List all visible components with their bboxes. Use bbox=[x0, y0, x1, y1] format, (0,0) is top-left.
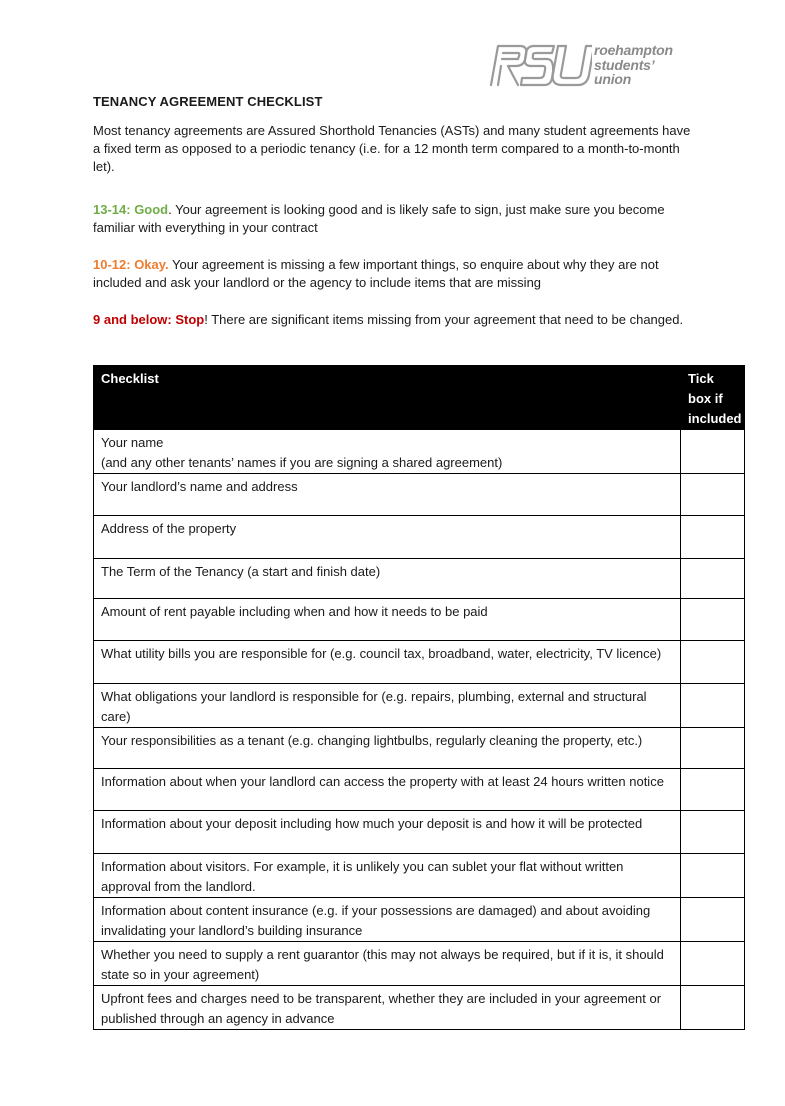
table-row bbox=[94, 811, 745, 854]
tick-box[interactable] bbox=[681, 728, 745, 769]
tick-box[interactable] bbox=[681, 811, 745, 854]
table-row bbox=[94, 684, 745, 728]
rating-okay-label: 10-12: Okay. bbox=[93, 257, 169, 272]
checklist-item bbox=[94, 728, 681, 769]
checklist-item bbox=[94, 641, 681, 684]
checklist-item-text: Information about visitors. For example, it is unlikely you can sublet your flat without written approval from the landlord. bbox=[101, 859, 624, 894]
checklist-item bbox=[94, 986, 681, 1030]
table-row bbox=[94, 474, 745, 516]
checklist-item bbox=[94, 769, 681, 811]
table-row bbox=[94, 854, 745, 898]
tick-box[interactable] bbox=[681, 599, 745, 641]
logo-line-1: roehampton bbox=[594, 42, 673, 58]
checklist-item-text: Address of the property bbox=[101, 521, 237, 536]
table-row bbox=[94, 769, 745, 811]
logo-line-2: students’ bbox=[594, 56, 655, 73]
tick-box[interactable] bbox=[681, 854, 745, 898]
checklist-item bbox=[94, 854, 681, 898]
header-tick-box: Tick box if included bbox=[681, 366, 745, 430]
table-row bbox=[94, 942, 745, 986]
checklist-item-text: Your landlord’s name and address bbox=[101, 479, 298, 494]
checklist-item bbox=[94, 811, 681, 854]
checklist-item bbox=[94, 474, 681, 516]
table-row bbox=[94, 559, 745, 599]
logo-wordmark bbox=[594, 43, 673, 87]
checklist-item bbox=[94, 559, 681, 599]
checklist-table bbox=[93, 365, 745, 1030]
table-row bbox=[94, 516, 745, 559]
rating-good-text: . Your agreement is looking good and is likely safe to sign, just make sure you become familiar with everything in your contract bbox=[93, 202, 665, 235]
checklist-item-text: Information about your deposit including how much your deposit is and how it will be protected bbox=[101, 816, 643, 831]
tick-box[interactable] bbox=[681, 942, 745, 986]
table-row bbox=[94, 728, 745, 769]
rating-good bbox=[93, 201, 693, 237]
tick-box[interactable] bbox=[681, 898, 745, 942]
checklist-item bbox=[94, 516, 681, 559]
checklist-item bbox=[94, 898, 681, 942]
table-row bbox=[94, 430, 745, 474]
table-row bbox=[94, 898, 745, 942]
table-header-row bbox=[94, 366, 745, 430]
intro-paragraph: Most tenancy agreements are Assured Shorthold Tenancies (ASTs) and many student agreements have a fixed term as opposed to a periodic tenancy (i.e. for a 12 month term compared to a month-to-month let). bbox=[93, 123, 691, 174]
checklist-item bbox=[94, 430, 681, 474]
tick-box[interactable] bbox=[681, 474, 745, 516]
table-row bbox=[94, 641, 745, 684]
page-title: TENANCY AGREEMENT CHECKLIST bbox=[93, 94, 323, 109]
checklist-item-text: What obligations your landlord is responsible for (e.g. repairs, plumbing, external and structural care) bbox=[101, 689, 647, 724]
table-row bbox=[94, 986, 745, 1030]
checklist-item-text: Upfront fees and charges need to be transparent, whether they are included in your agreement or published through an agency in advance bbox=[101, 991, 662, 1026]
rating-stop-text: ! There are significant items missing from your agreement that need to be changed. bbox=[204, 312, 684, 327]
rating-good-label: 13-14: Good bbox=[93, 202, 169, 217]
checklist-item-subtext: (and any other tenants’ names if you are signing a shared agreement) bbox=[101, 455, 503, 470]
rsu-logo-mark bbox=[488, 42, 592, 88]
tick-box[interactable] bbox=[681, 516, 745, 559]
rsu-logo bbox=[488, 42, 688, 90]
tick-box[interactable] bbox=[681, 986, 745, 1030]
checklist-item bbox=[94, 942, 681, 986]
rating-okay-text: Your agreement is missing a few important things, so enquire about why they are not included and ask your landlord or the agency to include items that are missing bbox=[93, 257, 659, 290]
checklist-item-text: Your name bbox=[101, 435, 164, 450]
tick-box[interactable] bbox=[681, 430, 745, 474]
checklist-item bbox=[94, 599, 681, 641]
checklist-item-text: Your responsibilities as a tenant (e.g. changing lightbulbs, regularly cleaning the property, etc.) bbox=[101, 733, 643, 748]
rating-stop-label: 9 and below: Stop bbox=[93, 312, 205, 327]
table-row bbox=[94, 599, 745, 641]
tick-box[interactable] bbox=[681, 559, 745, 599]
header-checklist: Checklist bbox=[94, 366, 681, 430]
checklist-item-text: Information about when your landlord can access the property with at least 24 hours written notice bbox=[101, 774, 664, 789]
rating-stop bbox=[93, 311, 693, 329]
checklist-item-text: The Term of the Tenancy (a start and finish date) bbox=[101, 564, 381, 579]
logo-line-3: union bbox=[594, 71, 632, 87]
checklist-item bbox=[94, 684, 681, 728]
checklist-item-text: Whether you need to supply a rent guarantor (this may not always be required, but if it is, it should state so in your agreement) bbox=[101, 947, 664, 982]
checklist-item-text: What utility bills you are responsible for (e.g. council tax, broadband, water, electricity, TV licence) bbox=[101, 646, 662, 661]
rating-okay bbox=[93, 256, 693, 292]
checklist-item-text: Information about content insurance (e.g. if your possessions are damaged) and about avoiding invalidating your landlord’s building insurance bbox=[101, 903, 651, 938]
checklist-item-text: Amount of rent payable including when and how it needs to be paid bbox=[101, 604, 488, 619]
tick-box[interactable] bbox=[681, 769, 745, 811]
tick-box[interactable] bbox=[681, 641, 745, 684]
tick-box[interactable] bbox=[681, 684, 745, 728]
